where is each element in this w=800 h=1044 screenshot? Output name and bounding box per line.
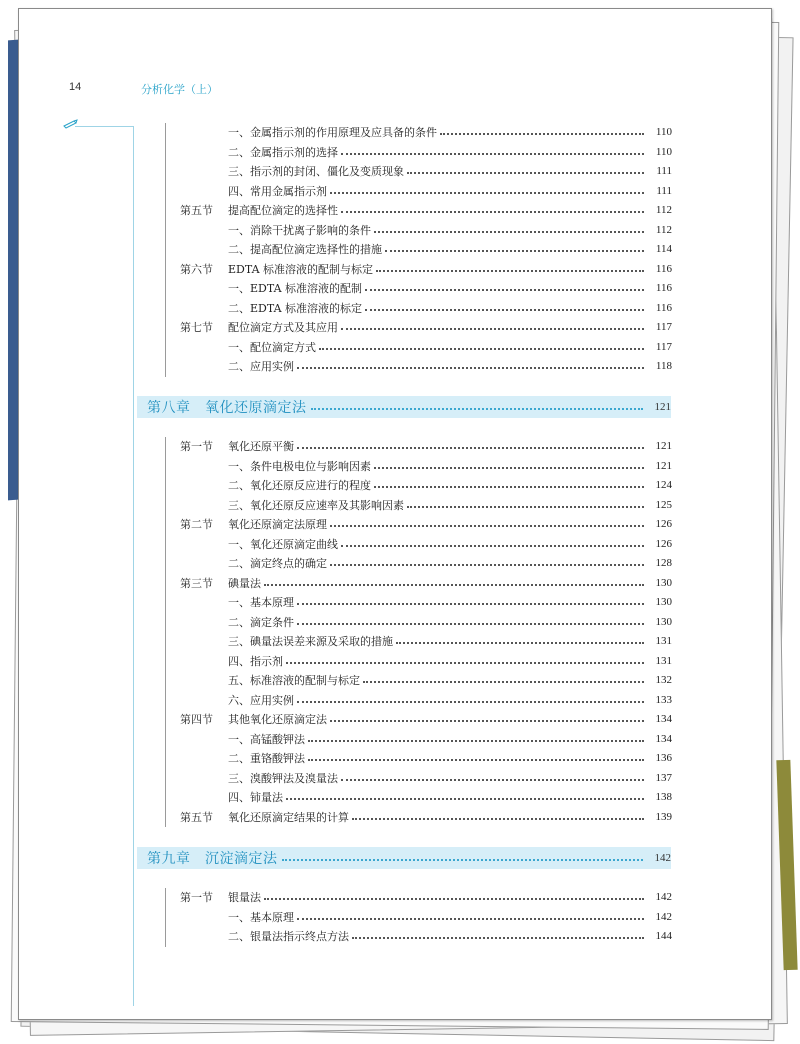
- entry-title: 三、氧化还原反应速率及其影响因素: [228, 498, 404, 512]
- dot-leader: [396, 642, 644, 644]
- toc-page: [18, 8, 772, 1020]
- entry-title: 二、滴定条件: [228, 615, 294, 629]
- entry-page: 116: [655, 301, 672, 314]
- entry-title: 二、提高配位滴定选择性的措施: [228, 243, 382, 257]
- guide-line: [133, 126, 134, 1006]
- entry-page: 114: [655, 243, 672, 256]
- entry-page: 130: [655, 576, 672, 589]
- section-label: 第一节: [180, 891, 213, 905]
- dot-leader: [297, 603, 644, 605]
- toc-entry[interactable]: [166, 457, 672, 477]
- entry-title: EDTA 标准溶液的配制与标定: [228, 262, 374, 276]
- entry-title: 二、重铬酸钾法: [228, 752, 305, 766]
- toc-entry[interactable]: [166, 299, 672, 319]
- entry-page: 116: [655, 262, 672, 275]
- entry-title: 一、EDTA 标准溶液的配制: [228, 282, 363, 296]
- section-label: 第七节: [180, 321, 213, 335]
- dot-leader: [407, 172, 644, 174]
- entry-title: 一、氧化还原滴定曲线: [228, 537, 338, 551]
- toc-entry[interactable]: [166, 437, 672, 457]
- toc-group: [165, 437, 672, 827]
- entry-page: 121: [655, 459, 672, 472]
- dot-leader: [264, 898, 644, 900]
- chapter-title: 第九章 沉淀滴定法: [147, 850, 278, 866]
- entry-title: 二、应用实例: [228, 360, 294, 374]
- section-label: 第五节: [180, 810, 213, 824]
- toc-entry[interactable]: [166, 554, 672, 574]
- dot-leader: [308, 740, 644, 742]
- section-label: 第二节: [180, 518, 213, 532]
- entry-title: 二、氧化还原反应进行的程度: [228, 479, 371, 493]
- toc-entry[interactable]: [166, 574, 672, 594]
- entry-page: 117: [655, 340, 672, 353]
- toc-entry[interactable]: [166, 260, 672, 280]
- dot-leader: [330, 564, 644, 566]
- toc-entry[interactable]: [166, 476, 672, 496]
- entry-page: 118: [655, 360, 672, 373]
- entry-page: 138: [655, 791, 672, 804]
- toc-entry[interactable]: [166, 613, 672, 633]
- entry-page: 111: [656, 184, 672, 197]
- entry-page: 131: [655, 635, 672, 648]
- entry-title: 氧化还原平衡: [228, 440, 294, 454]
- entry-title: 氧化还原滴定结果的计算: [228, 810, 349, 824]
- chapter-title: 第八章 氧化还原滴定法: [147, 399, 307, 415]
- toc-entry[interactable]: [166, 927, 672, 947]
- toc-entry[interactable]: [166, 279, 672, 299]
- entry-title: 二、金属指示剂的选择: [228, 145, 338, 159]
- dot-leader: [286, 798, 644, 800]
- entry-title: 一、基本原理: [228, 910, 294, 924]
- dot-leader: [330, 192, 644, 194]
- book-edge: [8, 40, 18, 501]
- dot-leader: [341, 211, 644, 213]
- dot-leader: [330, 720, 644, 722]
- dot-leader: [341, 153, 644, 155]
- entry-title: 一、高锰酸钾法: [228, 732, 305, 746]
- toc-entry[interactable]: [166, 908, 672, 928]
- toc-entry[interactable]: [166, 632, 672, 652]
- toc-entry[interactable]: [166, 730, 672, 750]
- entry-title: 一、金属指示剂的作用原理及应具备的条件: [228, 126, 437, 140]
- section-label: 第六节: [180, 262, 213, 276]
- dot-leader: [297, 623, 644, 625]
- entry-page: 128: [655, 557, 672, 570]
- toc-entry[interactable]: [166, 749, 672, 769]
- section-label: 第三节: [180, 576, 213, 590]
- entry-page: 131: [655, 654, 672, 667]
- entry-title: 配位滴定方式及其应用: [228, 321, 338, 335]
- entry-page: 137: [655, 771, 672, 784]
- section-label: 第五节: [180, 204, 213, 218]
- toc-entry[interactable]: [166, 652, 672, 672]
- toc-entry[interactable]: [166, 788, 672, 808]
- dot-leader: [374, 231, 644, 233]
- dot-leader: [297, 447, 644, 449]
- section-label: 第四节: [180, 713, 213, 727]
- entry-page: 112: [655, 204, 672, 217]
- entry-page: 110: [655, 126, 672, 139]
- dot-leader: [297, 918, 644, 920]
- entry-title: 四、指示剂: [228, 654, 283, 668]
- entry-title: 四、铈量法: [228, 791, 283, 805]
- dot-leader: [365, 309, 644, 311]
- entry-page: 134: [655, 732, 672, 745]
- toc-entry[interactable]: [166, 593, 672, 613]
- toc-entry[interactable]: [166, 357, 672, 377]
- entry-title: 二、银量法指示终点方法: [228, 930, 349, 944]
- toc-entry[interactable]: [166, 221, 672, 241]
- pencil-icon: [63, 119, 79, 129]
- dot-leader: [352, 937, 644, 939]
- dot-leader: [385, 250, 644, 252]
- dot-leader: [330, 525, 644, 527]
- toc-entry[interactable]: [166, 808, 672, 828]
- entry-title: 五、标准溶液的配制与标定: [228, 674, 360, 688]
- dot-leader: [311, 408, 644, 410]
- toc-entry[interactable]: [166, 123, 672, 143]
- dot-leader: [374, 486, 644, 488]
- dot-leader: [341, 779, 644, 781]
- entry-page: 125: [655, 498, 672, 511]
- toc-entry[interactable]: [166, 769, 672, 789]
- entry-page: 117: [655, 321, 672, 334]
- toc-entry[interactable]: [166, 496, 672, 516]
- dot-leader: [286, 662, 644, 664]
- dot-leader: [352, 818, 644, 820]
- entry-page: 133: [655, 693, 672, 706]
- dot-leader: [308, 759, 644, 761]
- toc-entry[interactable]: [166, 338, 672, 358]
- entry-title: 三、溴酸钾法及溴量法: [228, 771, 338, 785]
- toc-entry[interactable]: [166, 162, 672, 182]
- chapter-heading[interactable]: [137, 396, 671, 418]
- entry-title: 银量法: [228, 891, 261, 905]
- toc-entry[interactable]: [166, 318, 672, 338]
- dot-leader: [297, 701, 644, 703]
- toc-group: [165, 123, 672, 377]
- entry-page: 134: [655, 713, 672, 726]
- dot-leader: [341, 545, 644, 547]
- entry-page: 136: [655, 752, 672, 765]
- toc-entry[interactable]: [166, 201, 672, 221]
- entry-page: 110: [655, 145, 672, 158]
- toc-entry[interactable]: [166, 515, 672, 535]
- entry-page: 132: [655, 674, 672, 687]
- entry-page: 144: [655, 930, 672, 943]
- toc-entry[interactable]: [166, 888, 672, 908]
- entry-page: 139: [655, 810, 672, 823]
- dot-leader: [363, 681, 644, 683]
- entry-page: 142: [655, 910, 672, 923]
- toc-entry[interactable]: [166, 535, 672, 555]
- dot-leader: [341, 328, 644, 330]
- dot-leader: [374, 467, 644, 469]
- entry-page: 130: [655, 596, 672, 609]
- entry-page: 116: [655, 282, 672, 295]
- entry-title: 四、常用金属指示剂: [228, 184, 327, 198]
- toc-entry[interactable]: [166, 691, 672, 711]
- entry-title: 三、指示剂的封闭、僵化及变质现象: [228, 165, 404, 179]
- entry-title: 提高配位滴定的选择性: [228, 204, 338, 218]
- entry-page: 121: [655, 440, 672, 453]
- entry-page: 111: [656, 165, 672, 178]
- entry-title: 一、基本原理: [228, 596, 294, 610]
- entry-page: 142: [655, 891, 672, 904]
- entry-page: 112: [655, 223, 672, 236]
- entry-title: 一、消除干扰离子影响的条件: [228, 223, 371, 237]
- page-number: 14: [69, 81, 82, 93]
- entry-title: 其他氧化还原滴定法: [228, 713, 327, 727]
- chapter-page: 121: [654, 401, 671, 413]
- running-title: 分析化学（上）: [141, 84, 218, 96]
- dot-leader: [297, 367, 644, 369]
- toc-entry[interactable]: [166, 182, 672, 202]
- dot-leader: [264, 584, 644, 586]
- entry-page: 126: [655, 518, 672, 531]
- section-label: 第一节: [180, 440, 213, 454]
- guide-line: [75, 126, 133, 127]
- toc-entry[interactable]: [166, 240, 672, 260]
- entry-title: 一、条件电极电位与影响因素: [228, 459, 371, 473]
- dot-leader: [440, 133, 644, 135]
- dot-leader: [365, 289, 644, 291]
- toc-group: [165, 888, 672, 947]
- toc-entry[interactable]: [166, 671, 672, 691]
- entry-title: 二、滴定终点的确定: [228, 557, 327, 571]
- chapter-page: 142: [654, 852, 671, 864]
- entry-title: 二、EDTA 标准溶液的标定: [228, 301, 363, 315]
- dot-leader: [376, 270, 644, 272]
- dot-leader: [319, 348, 644, 350]
- dot-leader: [407, 506, 644, 508]
- entry-title: 三、碘量法误差来源及采取的措施: [228, 635, 393, 649]
- entry-title: 碘量法: [228, 576, 261, 590]
- chapter-heading[interactable]: [137, 847, 671, 869]
- entry-title: 氧化还原滴定法原理: [228, 518, 327, 532]
- entry-title: 一、配位滴定方式: [228, 340, 316, 354]
- dot-leader: [282, 859, 644, 861]
- entry-page: 124: [655, 479, 672, 492]
- entry-page: 126: [655, 537, 672, 550]
- toc-entry[interactable]: [166, 143, 672, 163]
- entry-page: 130: [655, 615, 672, 628]
- toc-entry[interactable]: [166, 710, 672, 730]
- entry-title: 六、应用实例: [228, 693, 294, 707]
